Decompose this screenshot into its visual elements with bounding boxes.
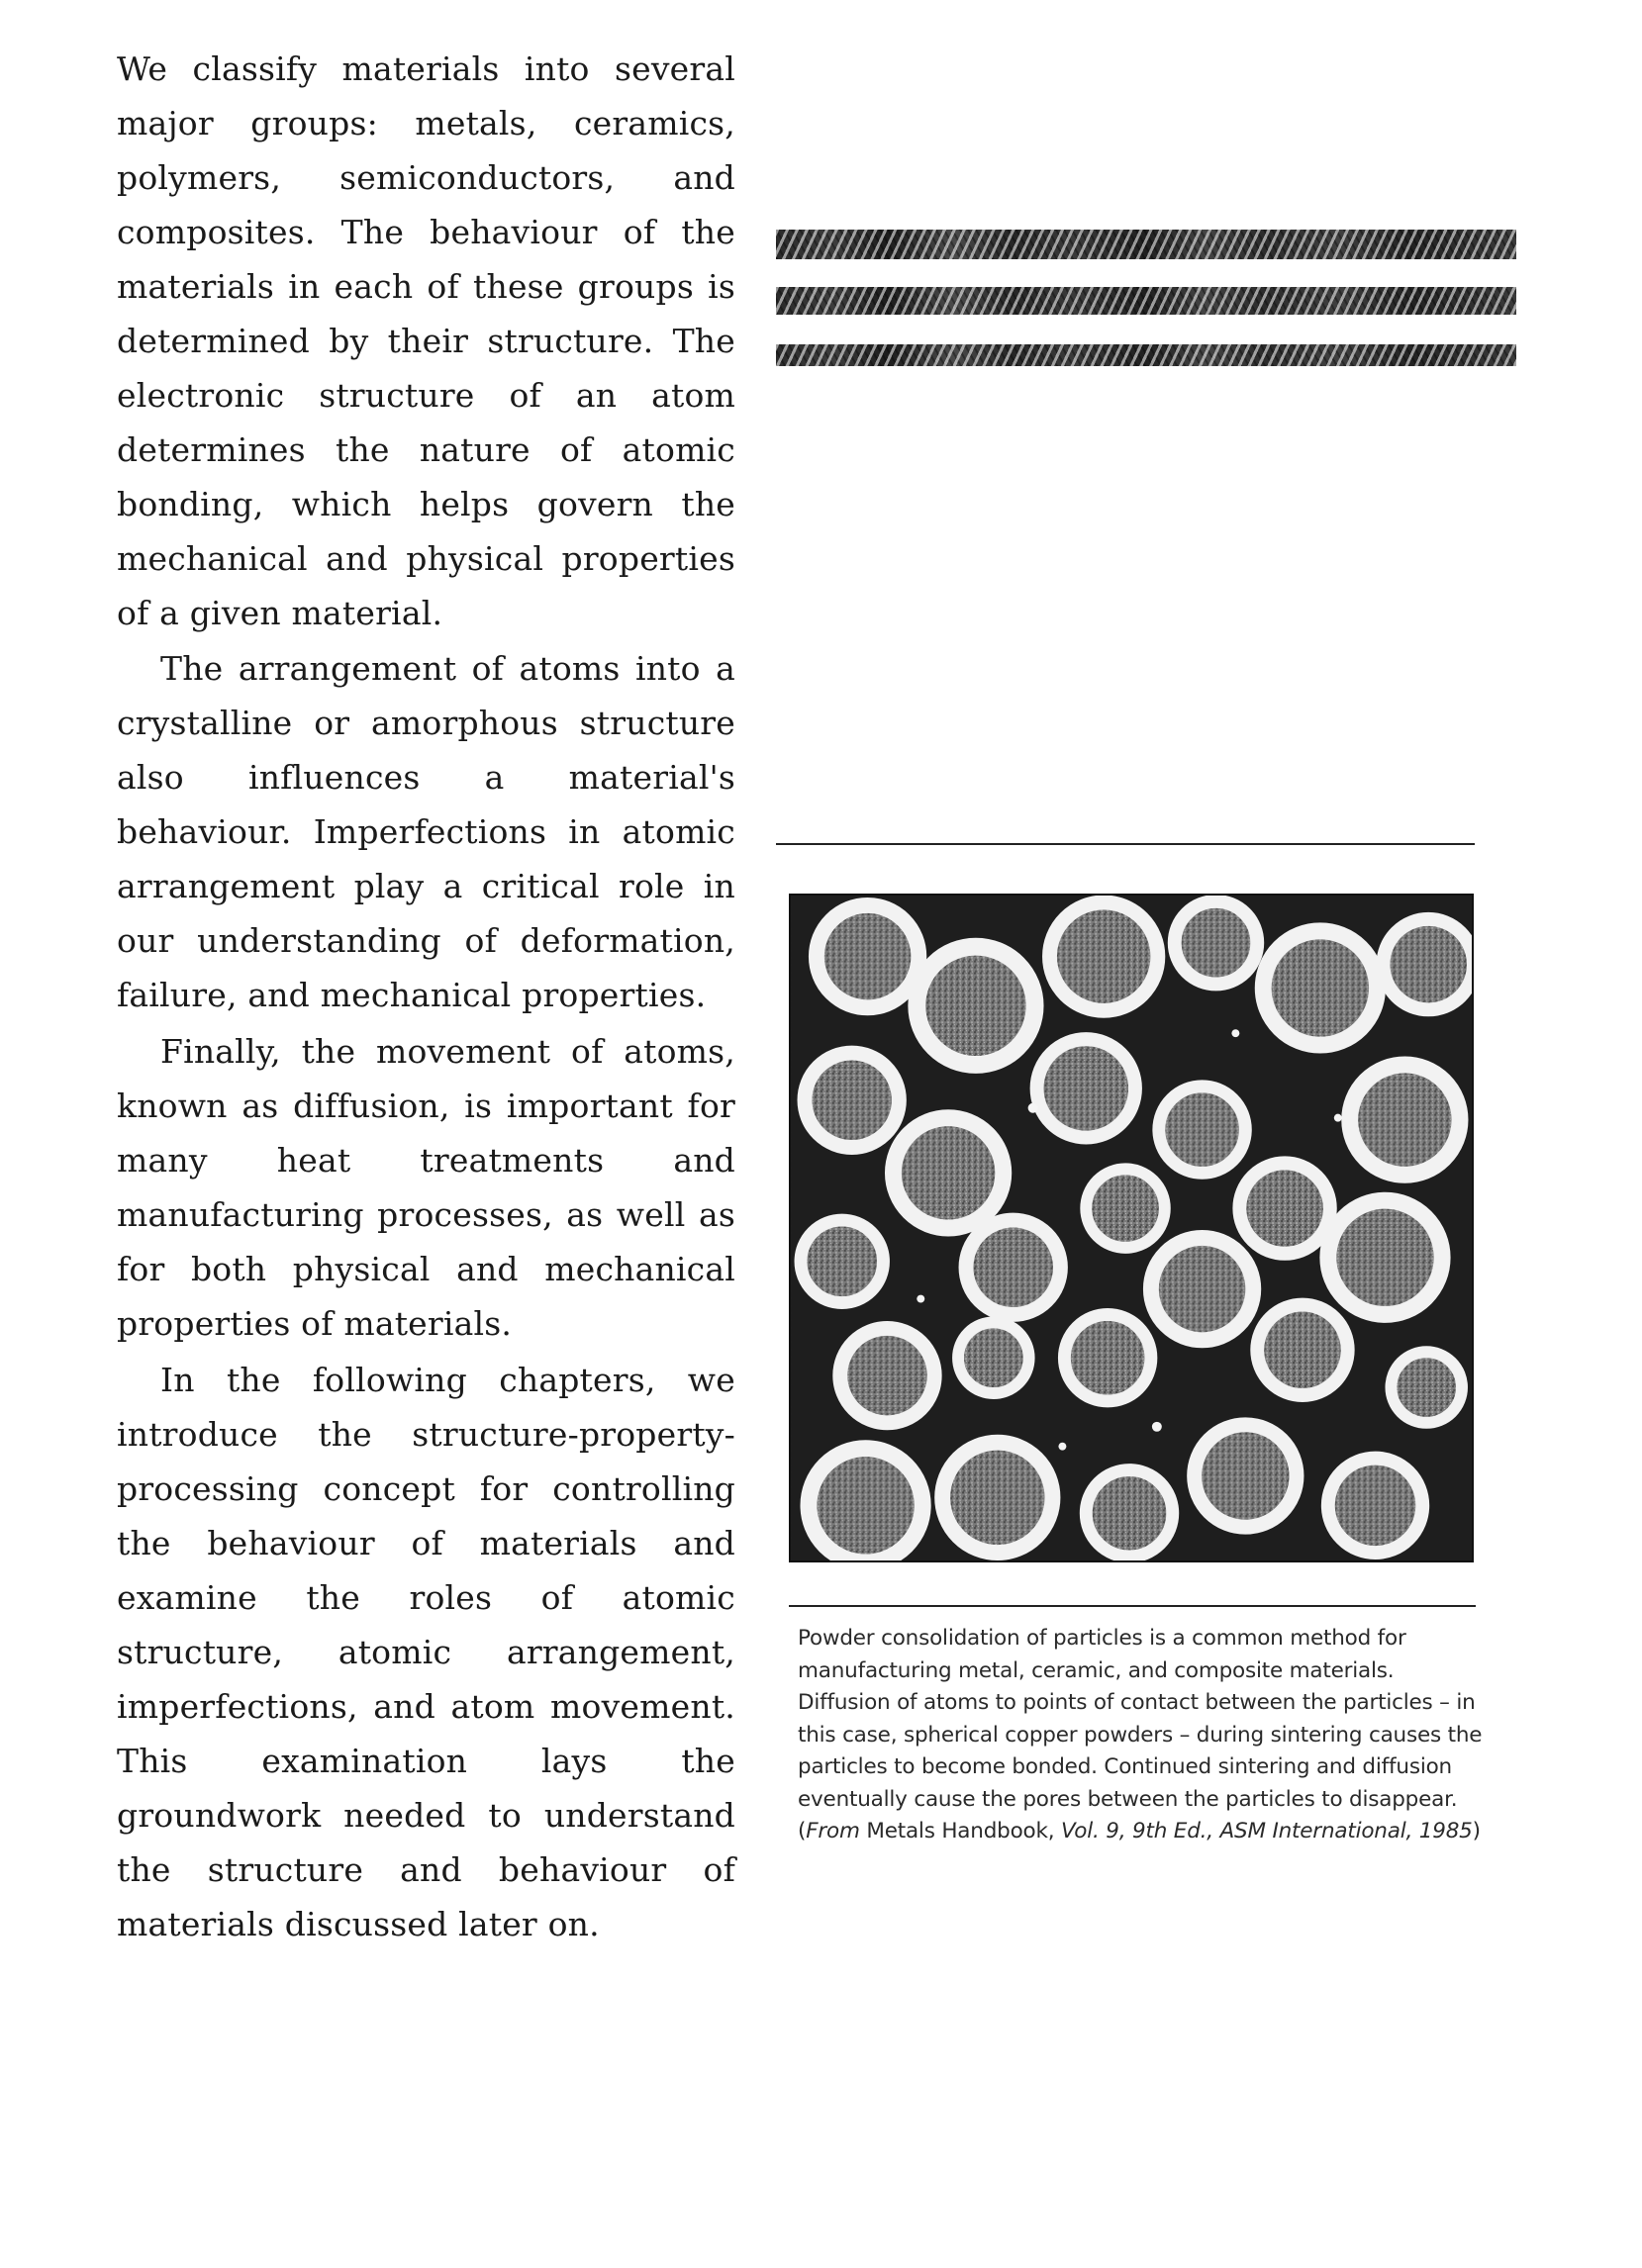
- decorative-bands: [776, 230, 1516, 376]
- body-paragraph-2: The arrangement of atoms into a crystalline or amorphous structure also influences a material's behaviour. Imperfections in atomic arrangement play a critical role in our understanding of deformation, failure, and mechanical properties.: [117, 649, 735, 1014]
- copper-powder-micrograph: [789, 894, 1474, 1562]
- micrograph-image: [791, 896, 1472, 1560]
- body-paragraph-4: In the following chapters, we introduce the structure-property-processing concept for controlling the behaviour of materials and examine the roles of atomic structure, atomic arrangement, imperfections, and atom movement. This examination lays the groundwork needed to understand the structure and behaviour of materials discussed later on.: [117, 1361, 735, 1943]
- body-paragraph-3: Finally, the movement of atoms, known as diffusion, is important for many heat treatments and manufacturing processes, as well as for both physical and mechanical properties of materials.: [117, 1032, 735, 1343]
- decorative-band: [776, 344, 1516, 366]
- caption-source-edition: Vol. 9, 9th Ed., ASM International, 1985: [1061, 1819, 1473, 1843]
- caption-end: ): [1472, 1819, 1481, 1843]
- caption-text: Powder consolidation of particles is a common method for manufacturing metal, ceramic, and composite materials. Diffusion of atoms to points of contact between the particles – in this case, spherical copper powders – during sintering causes the particles to become bonded. Continued sintering and diffusion eventually cause the pores between the particles to disappear. (: [798, 1626, 1483, 1843]
- figure-top-rule: [776, 843, 1475, 845]
- decorative-band: [776, 230, 1516, 259]
- decorative-band: [776, 287, 1516, 315]
- figure-caption: [798, 1623, 1491, 1848]
- caption-source-title: Metals Handbook,: [859, 1819, 1062, 1843]
- body-text-column: [117, 42, 735, 1951]
- body-paragraph-1: We classify materials into several major groups: metals, ceramics, polymers, semiconductors, and composites. The behaviour of the materials in each of these groups is determined by their structure. The electronic structure of an atom determines the nature of atomic bonding, which helps govern the mechanical and physical properties of a given material.: [117, 49, 735, 632]
- figure-bottom-rule: [789, 1605, 1476, 1607]
- caption-from: From: [806, 1819, 860, 1843]
